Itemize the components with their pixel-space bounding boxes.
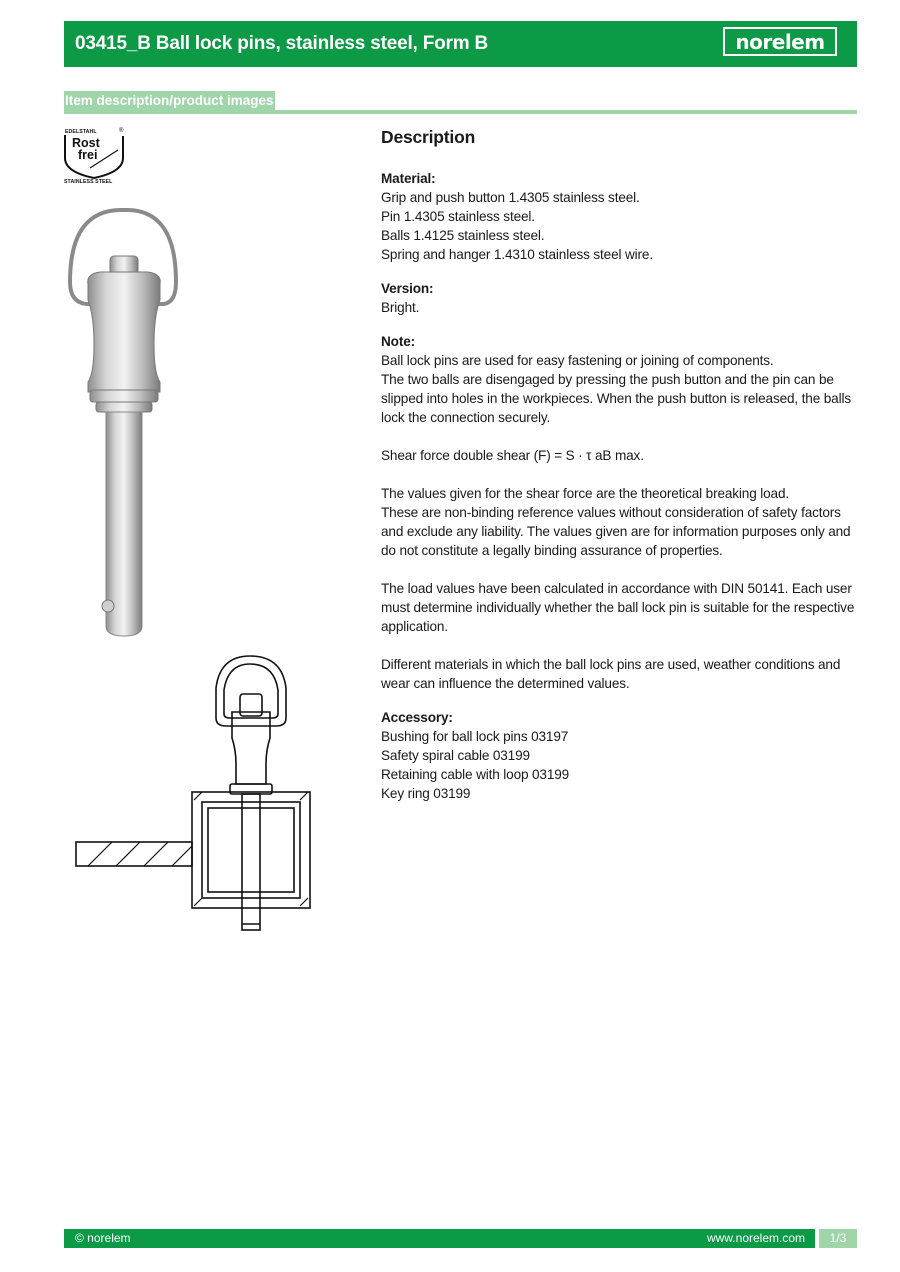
- description-section: [381, 127, 861, 818]
- logo-text: norelem: [735, 29, 825, 54]
- note-paragraph: Shear force double shear (F) = S · τ aB max.: [381, 448, 644, 463]
- badge-top-text: EDELSTAHL: [65, 129, 97, 135]
- accessory-block: [381, 708, 861, 803]
- note-paragraph: Different materials in which the ball lock pins are used, weather conditions and wear can influence the determined values.: [381, 657, 841, 691]
- material-line: Grip and push button 1.4305 stainless steel.: [381, 190, 640, 205]
- accessory-label: Accessory:: [381, 710, 453, 725]
- accessory-line: Bushing for ball lock pins 03197: [381, 729, 569, 744]
- section-divider: [64, 110, 857, 114]
- norelem-logo: [723, 27, 837, 56]
- product-photo: [64, 204, 184, 640]
- technical-drawing: [70, 648, 322, 944]
- note-paragraph: Ball lock pins are used for easy fastening or joining of components. The two balls are disengaged by pressing the push button and the pin can be slipped into holes in the workpieces. When the push button is released, the balls lock the connection securely.: [381, 353, 851, 425]
- page-number: 1/3: [819, 1229, 857, 1248]
- section-label: Item description/product images: [65, 93, 274, 108]
- page-footer: [64, 1229, 857, 1248]
- accessory-line: Safety spiral cable 03199: [381, 748, 530, 763]
- page-title: 03415_B Ball lock pins, stainless steel, Form B: [75, 33, 489, 54]
- note-block: [381, 332, 861, 693]
- footer-copyright: © norelem: [75, 1231, 131, 1245]
- accessory-line: Key ring 03199: [381, 786, 471, 801]
- accessory-line: Retaining cable with loop 03199: [381, 767, 570, 782]
- version-label: Version:: [381, 281, 434, 296]
- material-block: [381, 169, 861, 264]
- section-bar: [64, 91, 857, 114]
- footer-website-link[interactable]: www.norelem.com: [706, 1231, 805, 1245]
- description-heading: Description: [381, 127, 476, 147]
- material-line: Balls 1.4125 stainless steel.: [381, 228, 545, 243]
- note-label: Note:: [381, 334, 415, 349]
- badge-rost-text: Rost: [72, 136, 100, 150]
- material-line: Spring and hanger 1.4310 stainless steel wire.: [381, 247, 653, 262]
- version-block: [381, 279, 861, 317]
- badge-frei-text: frei: [78, 148, 98, 162]
- note-paragraph: The values given for the shear force are the theoretical breaking load. These are non-binding reference values without consideration of safety factors and exclude any liability. The values given are for information purposes only and do not constitute a legally binding assurance of properties.: [381, 486, 851, 558]
- badge-registered-mark: ®: [119, 128, 124, 134]
- material-label: Material:: [381, 171, 436, 186]
- version-line: Bright.: [381, 300, 420, 315]
- badge-bottom-text: STAINLESS STEEL: [64, 179, 113, 185]
- stainless-steel-badge: [64, 128, 128, 186]
- note-paragraph: The load values have been calculated in accordance with DIN 50141. Each user must determine individually whether the ball lock pin is suitable for the respective application.: [381, 581, 855, 634]
- page-header: [64, 21, 857, 67]
- material-line: Pin 1.4305 stainless steel.: [381, 209, 535, 224]
